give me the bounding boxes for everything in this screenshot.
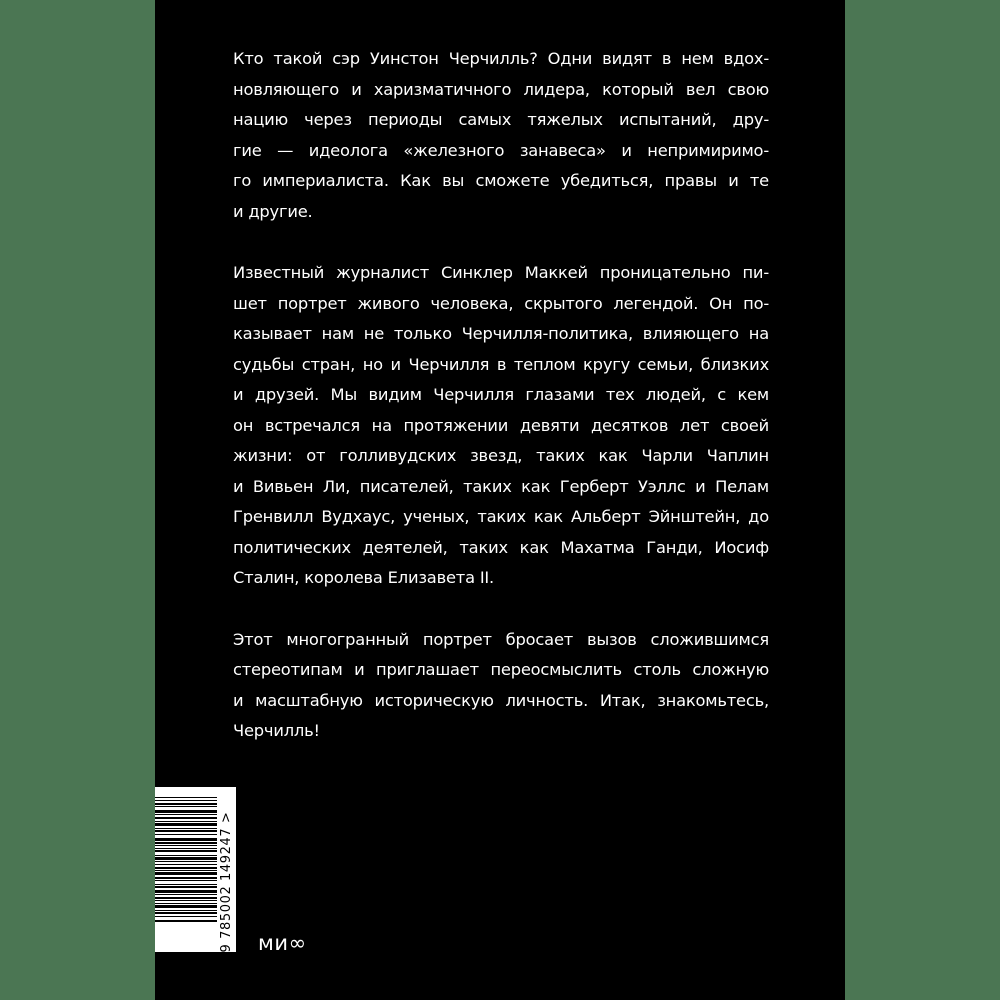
barcode-bar [155, 845, 217, 846]
text-line: и масштабную историческую личность. Итак, знакомьтесь, [233, 690, 769, 710]
barcode-bar [155, 864, 217, 865]
text-line: шет портрет живого человека, скрытого легендой. Он по- [233, 293, 769, 313]
text-line: нацию через периоды самых тяжелых испытаний, дру- [233, 110, 769, 129]
text-line: он встречался на протяжении девяти десятков лет своей [233, 415, 769, 435]
barcode-number: 9 785002 149247 > [219, 810, 234, 952]
barcode-bar [155, 821, 217, 822]
text-line: Этот многогранный портрет бросает вызов сложившимся [233, 629, 769, 649]
barcode-bar [155, 830, 217, 832]
barcode-bar [155, 850, 217, 852]
barcode-bar [155, 890, 217, 893]
text-line: казывает нам не только Черчилля-политика, влияющего на [233, 324, 769, 343]
text-line: и Вивьен Ли, писателей, таких как Герберт Уэллс и Пелам [233, 476, 769, 496]
barcode-bar [155, 857, 217, 860]
barcode-bar [155, 894, 217, 895]
text-line: политических деятелей, таких как Махатма Ганди, Иосиф [233, 537, 769, 557]
book-back-cover [155, 0, 845, 1000]
barcode-bar [155, 880, 217, 881]
barcode-bar [155, 800, 217, 801]
barcode-bar [155, 823, 217, 826]
barcode-bar [155, 797, 217, 798]
barcode-digits [219, 787, 235, 952]
barcode-bar [155, 920, 217, 922]
barcode-bar [155, 817, 217, 819]
text-line: и другие. [233, 201, 313, 221]
barcode-bar [155, 803, 217, 805]
paragraph-1 [233, 44, 769, 227]
barcode-bar [155, 838, 217, 841]
barcode-bar [155, 861, 217, 862]
barcode-bar [155, 872, 217, 875]
barcode-bar [155, 877, 217, 879]
text-line: Черчилль! [233, 721, 320, 740]
barcode-bar [155, 848, 217, 849]
barcode-bar [155, 886, 217, 888]
barcode-bar [155, 855, 217, 856]
barcode-bar [155, 897, 217, 899]
barcode-bar [155, 912, 217, 914]
barcode-bar [155, 842, 217, 844]
text-line: Известный журналист Синклер Маккей проницательно пи- [233, 263, 769, 282]
isbn-barcode [155, 787, 236, 952]
barcode-bar [155, 810, 217, 813]
paragraph-3 [233, 625, 769, 747]
barcode-bar [155, 867, 217, 869]
barcode-bar [155, 884, 217, 885]
annotation-text [233, 44, 769, 778]
text-line: Кто такой сэр Уинстон Черчилль? Одни видят в нем вдох- [233, 49, 769, 68]
barcode-bar [155, 870, 217, 871]
text-line: жизни: от голливудских звезд, таких как Чарли Чаплин [233, 446, 769, 465]
paragraph-2 [233, 258, 769, 594]
text-line: Сталин, королева Елизавета II. [233, 568, 495, 587]
barcode-bar [155, 900, 217, 901]
barcode-bars [155, 797, 217, 935]
barcode-bar [155, 814, 217, 815]
text-line: гие — идеолога «железного занавеса» и непримиримо- [233, 140, 769, 160]
barcode-bar [155, 903, 217, 904]
barcode-bar [155, 916, 217, 917]
publisher-logo: ми∞ [258, 931, 307, 955]
text-line: стереотипам и приглашает переосмыслить столь сложную [233, 660, 769, 679]
text-line: и друзей. Мы видим Черчилля глазами тех людей, с кем [233, 385, 769, 404]
text-line: новляющего и харизматичного лидера, который вел свою [233, 79, 769, 99]
barcode-bar [155, 828, 217, 829]
text-line: го империалиста. Как вы сможете убедиться, правы и те [233, 171, 769, 190]
barcode-bar [155, 834, 217, 835]
barcode-bar [155, 910, 217, 911]
barcode-bar [155, 905, 217, 908]
text-line: судьбы стран, но и Черчилля в теплом кругу семьи, близких [233, 354, 769, 374]
text-line: Гренвилл Вудхаус, ученых, таких как Альберт Эйнштейн, до [233, 507, 769, 526]
barcode-bar [155, 806, 217, 807]
